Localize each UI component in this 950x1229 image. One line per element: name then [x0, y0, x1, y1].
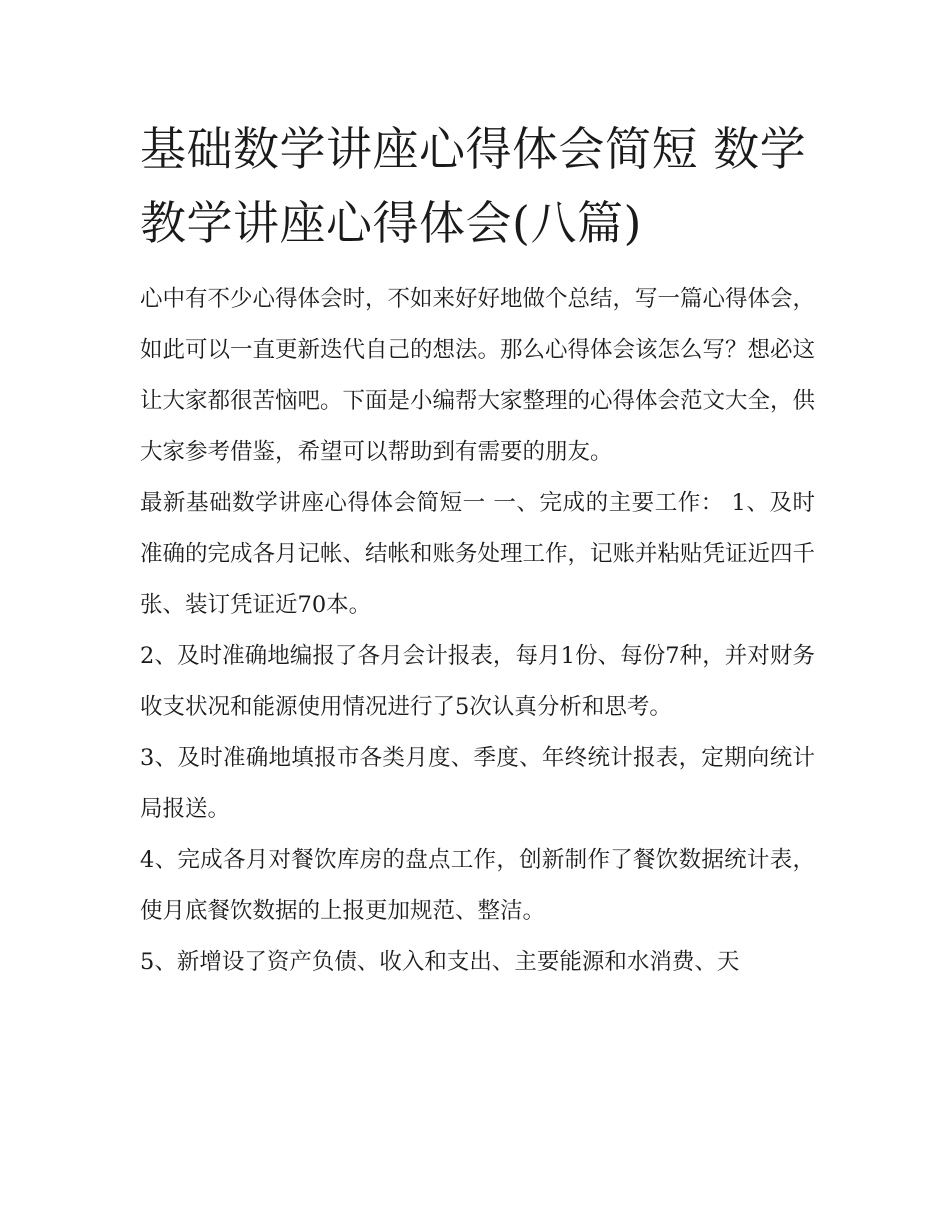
document-page [140, 112, 815, 988]
paragraph-3: 3、及时准确地填报市各类月度、季度、年终统计报表，定期向统计局报送。 [140, 745, 815, 822]
paragraph-4: 4、完成各月对餐饮库房的盘点工作，创新制作了餐饮数据统计表，使月底餐饮数据的上报更加规范、整洁。 [140, 847, 815, 924]
paragraph-5: 5、新增设了资产负债、收入和支出、主要能源和水消费、天 [140, 949, 740, 975]
paragraph-1: 最新基础数学讲座心得体会简短一 一、完成的主要工作： 1、及时准确的完成各月记帐、结帐和账务处理工作，记账并粘贴凭证近四千张、装订凭证近70本。 [140, 490, 816, 618]
paragraph-2: 2、及时准确地编报了各月会计报表，每月1份、每份7种，并对财务收支状况和能源使用情况进行了5次认真分析和思考。 [140, 643, 815, 720]
document-title: 基础数学讲座心得体会简短 数学教学讲座心得体会(八篇) [140, 122, 807, 250]
intro-paragraph: 心中有不少心得体会时，不如来好好地做个总结，写一篇心得体会，如此可以一直更新迭代自己的想法。那么心得体会该怎么写？想必这让大家都很苦恼吧。下面是小编帮大家整理的心得体会范文大全，供大家参考借鉴，希望可以帮助到有需要的朋友。 [140, 286, 816, 465]
